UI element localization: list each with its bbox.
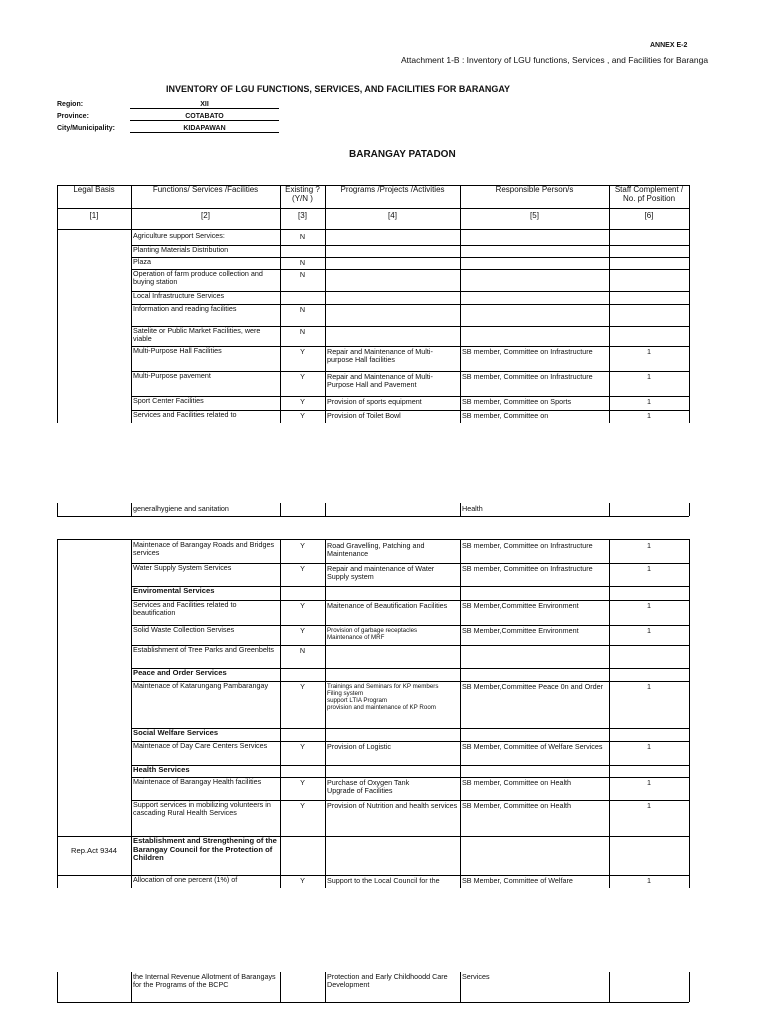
existing-cell: Y [300, 778, 305, 787]
existing-cell: N [299, 232, 306, 241]
function-cell: Satelite or Public Market Facilities, were viable [133, 326, 261, 344]
function-cell: generalhygiene and sanitation [133, 504, 229, 513]
document-title: INVENTORY OF LGU FUNCTIONS, SERVICES, AND FACILITIES FOR BARANGAY [166, 84, 511, 94]
existing-cell: Y [300, 397, 305, 406]
existing-cell: Y [300, 411, 305, 420]
table-rule [460, 185, 461, 229]
table-rule [280, 503, 281, 516]
program-cell: Repair and Maintenance of Multi-Purpose Hall and Pavement [327, 372, 433, 390]
function-cell: Sport Center Facilities [133, 396, 204, 405]
staff-cell: 1 [647, 601, 651, 610]
header-num-6: [6] [644, 211, 654, 220]
staff-cell: 1 [647, 411, 651, 420]
function-cell: Establishment of Tree Parks and Greenbelts [133, 645, 275, 654]
table-rule [280, 972, 281, 1002]
table-rule [57, 208, 689, 209]
existing-cell: Y [300, 564, 305, 573]
responsible-cell: SB Member, Committee of Welfare [462, 876, 573, 885]
responsible-cell: SB member, Committee on [462, 411, 549, 420]
staff-cell: 1 [647, 778, 651, 787]
function-cell: Multi-Purpose pavement [133, 371, 211, 380]
responsible-cell: SB member, Committee on Infrastructure [462, 541, 593, 550]
table-rule [325, 972, 326, 1002]
responsible-cell: Services [462, 972, 490, 981]
header-responsible: Responsible Person/s [495, 185, 574, 194]
staff-cell: 1 [647, 372, 651, 381]
table-rule [460, 972, 461, 1002]
responsible-cell: SB member, Committee on Infrastructure [462, 347, 593, 356]
province-label: Province: [57, 113, 89, 120]
program-cell: Provision of Logistic [327, 742, 391, 751]
responsible-cell: SB member, Committee on Sports [462, 397, 572, 406]
existing-cell: Y [300, 541, 305, 550]
existing-cell: Y [300, 876, 305, 885]
existing-cell: Y [300, 626, 305, 635]
existing-cell: Y [300, 801, 305, 810]
existing-cell: Y [300, 372, 305, 381]
program-cell: Repair and maintenance of Water Supply system [327, 564, 435, 582]
existing-cell: Y [300, 601, 305, 610]
function-cell: Allocation of one percent (1%) of [133, 875, 238, 884]
header-programs: Programs /Projects /Activities [340, 185, 445, 194]
program-cell: Repair and Maintenance of Multi-purpose Hall facilities [327, 347, 433, 365]
table-rule [689, 185, 690, 229]
responsible-cell: SB member, Committee on Health [462, 778, 572, 787]
function-cell: Solid Waste Collection Servises [133, 625, 235, 634]
table-rule [609, 503, 610, 516]
responsible-cell: SB Member,Committee Peace 0n and Order [462, 682, 604, 691]
responsible-cell: SB Member, Committee of Welfare Services [462, 742, 603, 751]
function-cell: Maintenace of Katarungang Pambarangay [133, 681, 269, 690]
staff-cell: 1 [647, 626, 651, 635]
table-rule [131, 503, 132, 516]
staff-cell: 1 [647, 801, 651, 810]
existing-cell: N [299, 258, 306, 267]
function-cell: Services and Facilities related to [133, 410, 237, 419]
table-rule [689, 972, 690, 1002]
program-cell: Provision of sports equipment [327, 397, 422, 406]
region-value: XII [130, 101, 279, 109]
function-cell: Maintenace of Barangay Health facilities [133, 777, 262, 786]
program-cell: Provision of Nutrition and health services [327, 801, 458, 810]
function-cell: Maintenace of Barangay Roads and Bridges services [133, 540, 275, 558]
responsible-cell: SB Member,Committee Environment [462, 626, 579, 635]
existing-cell: N [299, 646, 306, 655]
responsible-cell: SB Member, Committee on Health [462, 801, 572, 810]
section-heading: Peace and Order Services [133, 668, 227, 677]
legal-basis-cell: Rep.Act 9344 [70, 846, 117, 855]
function-cell: Information and reading facilities [133, 304, 237, 313]
staff-cell: 1 [647, 541, 651, 550]
staff-cell: 1 [647, 564, 651, 573]
function-cell: Local Infrastructure Services [133, 291, 225, 300]
function-cell: Services and Facilities related to beautification [133, 600, 237, 618]
program-cell: Maitenance of Beautification Facilities [327, 601, 448, 610]
table-rule [609, 972, 610, 1002]
barangay-name: BARANGAY PATADON [349, 149, 456, 160]
function-cell: Maintenace of Day Care Centers Services [133, 741, 268, 750]
program-cell: Support to the Local Council for the [327, 876, 440, 885]
table-rule [460, 503, 461, 516]
existing-cell: Y [300, 682, 305, 691]
staff-cell: 1 [647, 876, 651, 885]
table-rule [57, 516, 689, 517]
header-staff: Staff Complement / No. pf Position [614, 185, 684, 203]
table-rule [689, 229, 690, 423]
table-rule [325, 503, 326, 516]
function-cell: Agriculture support Services: [133, 231, 225, 240]
section-heading: Enviromental Services [133, 586, 215, 595]
header-legal-basis: Legal Basis [73, 185, 115, 194]
existing-cell: N [299, 305, 306, 314]
section-heading: Social Welfare Services [133, 728, 219, 737]
program-cell: Protection and Early Childhoodd Care Development [327, 972, 448, 990]
table-rule [57, 229, 58, 423]
header-num-1: [1] [89, 211, 99, 220]
header-num-2: [2] [201, 211, 210, 220]
table-rule [280, 185, 281, 229]
function-cell: Multi-Purpose Hall Facilities [133, 346, 222, 355]
table-rule [131, 972, 132, 1002]
existing-cell: Y [300, 742, 305, 751]
function-cell: the Internal Revenue Allotment of Barangays for the Programs of the BCPC [133, 972, 276, 990]
function-cell: Operation of farm produce collection and buying station [133, 269, 263, 287]
program-cell: Provision of garbage receptacles Maintenance of MRF [327, 627, 418, 642]
table-rule [325, 185, 326, 229]
header-num-4: [4] [388, 211, 397, 220]
function-cell: Support services in mobilizing volunteers in cascading Rural Health Services [133, 800, 271, 818]
city-label: City/Municipality: [57, 125, 115, 132]
existing-cell: Y [300, 347, 305, 356]
responsible-cell: SB Member,Committee Environment [462, 601, 579, 610]
annex-label: ANNEX E-2 [650, 42, 688, 49]
table-rule [57, 185, 689, 186]
program-cell: Road Gravelling, Patching and Maintenance [327, 541, 425, 559]
table-rule [689, 539, 690, 888]
staff-cell: 1 [647, 742, 651, 751]
responsible-cell: SB member, Committee on Infrastructure [462, 564, 593, 573]
responsible-cell: SB member, Committee on Infrastructure [462, 372, 593, 381]
attachment-title: Attachment 1-B : Inventory of LGU functions, Services , and Facilities for Baranga [401, 55, 709, 65]
section-heading: Health Services [133, 765, 190, 774]
table-rule [131, 185, 132, 229]
table-rule [57, 1002, 689, 1003]
table-rule [57, 972, 58, 1002]
header-num-3: [3] [298, 211, 307, 220]
program-cell: Provision of Toilet Bowl [327, 411, 401, 420]
table-rule [57, 503, 58, 516]
staff-cell: 1 [647, 397, 651, 406]
function-cell: Establishment and Strengthening of the Barangay Council for the Protection of Children [133, 836, 277, 863]
function-cell: Planting Materials Distribution [133, 245, 229, 254]
header-functions: Functions/ Services /Facilities [152, 185, 259, 194]
existing-cell: N [299, 270, 306, 279]
table-rule [689, 503, 690, 516]
program-cell: Trainings and Seminars for KP members Filing system support LTIA Program provision and maintenance of KP Room [327, 683, 439, 712]
function-cell: Plaza [133, 257, 151, 266]
table-rule [57, 185, 58, 229]
table-rule [57, 229, 689, 230]
responsible-cell: Health [462, 504, 483, 513]
function-cell: Water Supply System Services [133, 563, 232, 572]
province-value: COTABATO [130, 113, 279, 121]
existing-cell: N [299, 327, 306, 336]
region-label: Region: [57, 101, 84, 108]
table-rule [609, 185, 610, 229]
staff-cell: 1 [647, 682, 651, 691]
staff-cell: 1 [647, 347, 651, 356]
city-value: KIDAPAWAN [130, 125, 279, 133]
header-num-5: [5] [530, 211, 539, 220]
program-cell: Purchase of Oxygen Tank Upgrade of Facilities [327, 778, 410, 796]
header-existing: Existing ? (Y/N ) [285, 185, 320, 203]
